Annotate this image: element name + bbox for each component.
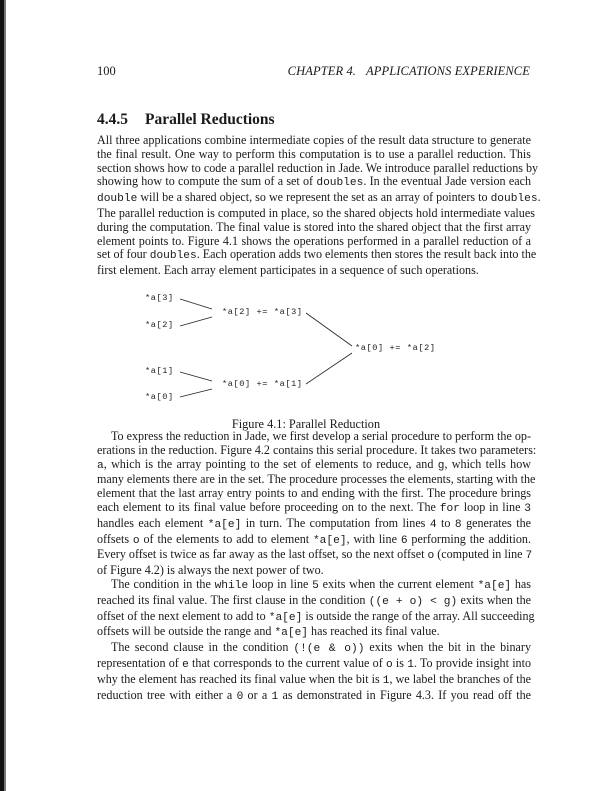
text-line: element points to. Figure 4.1 shows the operations performed in a parallel reduction of a bbox=[97, 233, 531, 248]
leaf-a2: *a[2] bbox=[145, 320, 174, 330]
inline-code: 7 bbox=[525, 550, 533, 563]
inline-code: 8 bbox=[454, 518, 462, 531]
inline-code: o bbox=[132, 534, 140, 547]
text-line: The second clause in the condition (!(e & o)) exits when the bit in the binary bbox=[111, 640, 531, 656]
text-line: erations in the reduction. Figure 4.2 contains this serial procedure. It takes two parameters: bbox=[97, 442, 537, 457]
inline-code: o bbox=[427, 550, 435, 563]
text-line: showing how to compute the sum of a set of doubles. In the eventual Jade version each bbox=[97, 174, 531, 190]
inline-code: double bbox=[97, 193, 138, 206]
text-line: many elements there are in the set. The procedure processes the elements, starting with the bbox=[97, 472, 536, 487]
inline-code: for bbox=[439, 502, 460, 515]
paragraph-intro bbox=[97, 133, 541, 278]
paragraph-body bbox=[97, 429, 537, 704]
chapter-title: APPLICATIONS EXPERIENCE bbox=[366, 64, 530, 78]
text-line: why the element has reached its final value when the bit is 1, we label the branches of the bbox=[97, 671, 531, 687]
chapter-label: CHAPTER 4. bbox=[287, 64, 357, 78]
section-title: Parallel Reductions bbox=[145, 111, 275, 128]
text-line: a, which is the array pointing to the set of elements to reduce, and g, which tells how bbox=[97, 456, 531, 472]
text-line: The parallel reduction is computed in place, so the shared objects hold intermediate values bbox=[97, 205, 535, 220]
inline-code: 1 bbox=[407, 658, 414, 671]
text-line: representation of e that corresponds to the current value of o is 1. To provide insight into bbox=[97, 655, 532, 671]
inline-code: 0 bbox=[236, 690, 244, 703]
paragraph-second-clause bbox=[97, 641, 531, 704]
inline-code: 1 bbox=[271, 690, 279, 703]
inline-code: g bbox=[437, 459, 445, 472]
section-heading bbox=[97, 111, 275, 129]
paragraph-while-condition bbox=[97, 576, 535, 641]
inline-code: (!(e & o)) bbox=[293, 643, 365, 656]
leaf-a3: *a[3] bbox=[145, 293, 174, 303]
text-line: each element to its final value before proceeding on to the next. The for loop in line 3 bbox=[97, 499, 531, 515]
section-number: 4.4.5 bbox=[97, 111, 128, 128]
inline-code: *a[e] bbox=[477, 579, 512, 592]
node-a0-plus-a1: *a[0] += *a[1] bbox=[222, 379, 303, 389]
inline-code: *a[e] bbox=[207, 518, 242, 531]
text-line: offset of the next element to add to *a[e] is outside the range of the array. All succeeding bbox=[97, 608, 535, 624]
inline-code: doubles bbox=[490, 193, 538, 206]
inline-code: while bbox=[214, 579, 249, 592]
inline-code: e bbox=[182, 658, 189, 671]
node-a2-plus-a3: *a[2] += *a[3] bbox=[222, 307, 303, 317]
inline-code: doubles bbox=[316, 177, 364, 190]
inline-code: 5 bbox=[312, 579, 319, 592]
root-a0-plus-a2: *a[0] += *a[2] bbox=[355, 343, 436, 353]
inline-code: 1 bbox=[382, 674, 390, 687]
text-line: the final result. One way to perform this computation is to use a parallel reduction. This bbox=[97, 146, 531, 161]
inline-code: 6 bbox=[400, 534, 408, 547]
leaf-a1: *a[1] bbox=[145, 366, 174, 376]
running-header bbox=[288, 64, 530, 79]
text-line: offsets will be outside the range and *a[e] has reached its final value. bbox=[97, 624, 440, 640]
text-line: The condition in the while loop in line 5 exits when the current element *a[e] has bbox=[111, 576, 532, 592]
text-line: double will be a shared object, so we represent the set as an array of pointers to doubles. bbox=[97, 190, 541, 206]
text-line: To express the reduction in Jade, we first develop a serial procedure to perform the op- bbox=[111, 429, 531, 443]
text-line: Every offset is twice as far away as the last offset, so the next offset o (computed in line 7 bbox=[97, 547, 533, 563]
text-line: handles each element *a[e] in turn. The computation from lines 4 to 8 generates the bbox=[97, 515, 531, 531]
inline-code: *a[e] bbox=[312, 534, 347, 547]
paragraph-serial-procedure bbox=[97, 429, 537, 578]
inline-code: *a[e] bbox=[268, 611, 303, 624]
inline-code: 4 bbox=[429, 518, 437, 531]
figure-caption: Figure 4.1: Parallel Reduction bbox=[231, 417, 381, 431]
inline-code: doubles bbox=[149, 250, 197, 263]
inline-code: 3 bbox=[524, 502, 531, 515]
text-line: offsets o of the elements to add to element *a[e], with line 6 performing the addition. bbox=[97, 531, 531, 547]
text-line: first element. Each array element participates in a sequence of such operations. bbox=[97, 263, 479, 278]
text-line: section shows how to code a parallel reduction in Jade. We introduce parallel reductions by bbox=[97, 160, 539, 175]
text-line: reduction tree with either a 0 or a 1 as demonstrated in Figure 4.3. If you read off the bbox=[97, 687, 532, 703]
leaf-a0: *a[0] bbox=[145, 392, 174, 402]
text-line: during the computation. The final value is stored into the shared object that the first array bbox=[97, 219, 531, 234]
inline-code: *a[e] bbox=[274, 627, 309, 640]
text-line: of Figure 4.2) is always the next power of two. bbox=[97, 563, 324, 578]
page-number: 100 bbox=[97, 64, 116, 78]
inline-code: a bbox=[97, 459, 104, 472]
inline-code: o bbox=[385, 658, 393, 671]
scan-edge-shadow-light bbox=[4, 0, 6, 791]
text-line: All three applications combine intermediate copies of the result data structure to generate bbox=[97, 133, 531, 147]
text-line: element that the last array entry points to and ending with the first. The procedure brings bbox=[97, 486, 531, 501]
text-line: reached its final value. The first clause in the condition ((e + o) < g) exits when the bbox=[97, 592, 531, 608]
text-line: set of four doubles. Each operation adds two elements then stores the result back into the bbox=[97, 247, 537, 263]
inline-code: ((e + o) < g) bbox=[368, 595, 458, 608]
